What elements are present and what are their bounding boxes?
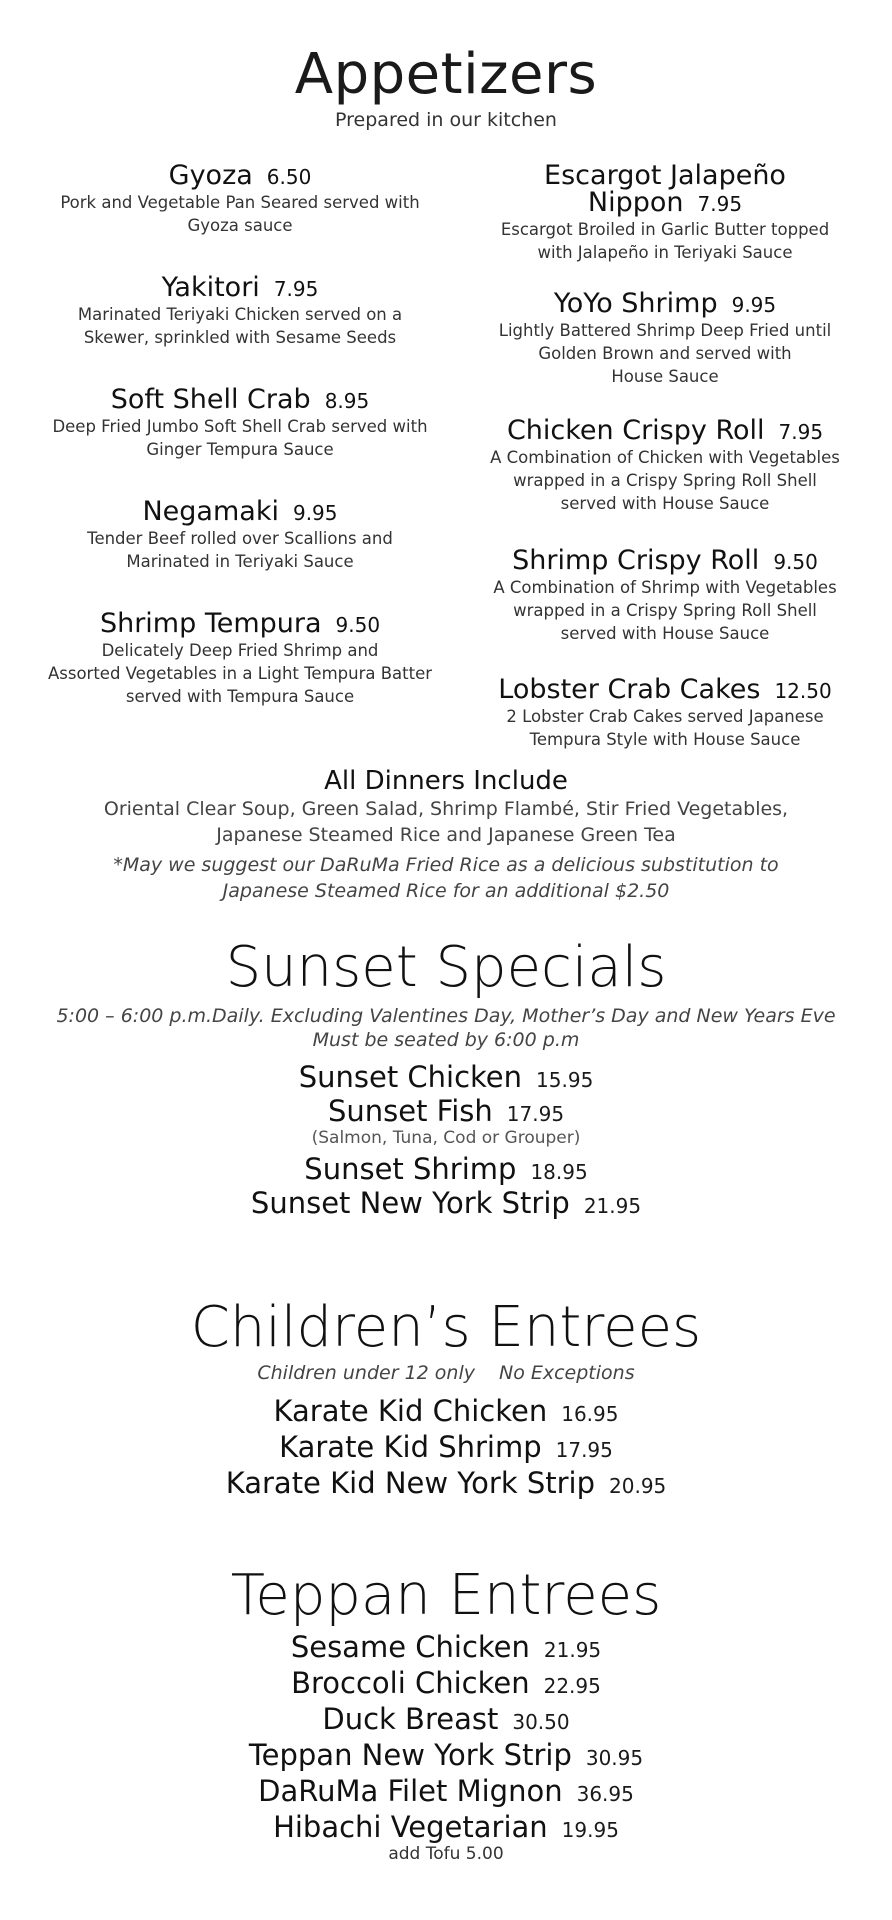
menu-item [40,160,440,237]
item-desc-line: Pork and Vegetable Pan Seared served with [60,193,420,212]
teppan-title: Teppan Entrees [230,1563,662,1628]
item-price: 6.50 [266,165,312,189]
menu-item [465,415,865,515]
item-desc-line: Gyoza sauce [187,216,293,235]
item-name: Broccoli Chicken [291,1666,530,1700]
item-price: 20.95 [609,1474,667,1498]
menu-item [465,674,865,751]
item-desc-line: Tender Beef rolled over Scallions and [87,529,393,548]
item-desc-line: Marinated Teriyaki Chicken served on a [77,305,403,324]
item-price: 7.95 [697,192,743,216]
item-price: 16.95 [561,1402,619,1426]
children-section [0,1295,892,1500]
item-name: Gyoza [168,160,253,191]
appetizers-title: Appetizers [294,42,598,107]
item-desc-line: served with Tempura Sauce [125,687,355,706]
item-price: 7.95 [273,277,319,301]
item-price: 36.95 [576,1782,634,1806]
item-name: Karate Kid Chicken [273,1394,548,1428]
item-desc-line: wrapped in a Crispy Spring Roll Shell [513,601,817,620]
item-price: 21.95 [583,1194,642,1218]
item-desc-line: Escargot Broiled in Garlic Butter topped [500,220,830,239]
item-name: Duck Breast [322,1702,499,1736]
item-price: 15.95 [536,1068,594,1092]
sunset-section [0,935,892,1220]
item-name: Lobster Crab Cakes [498,674,761,705]
children-title: Children’s Entrees [190,1295,702,1360]
item-name: Chicken Crispy Roll [506,415,765,446]
sunset-note: Must be seated by 6:00 p.m [312,1029,580,1051]
item-name: Hibachi Vegetarian [273,1810,548,1844]
item-desc-line: House Sauce [611,367,719,386]
item-name: Sunset Chicken [298,1060,523,1094]
item-name: Yakitori [161,272,260,303]
item-desc-line: Golden Brown and served with [538,344,792,363]
item-desc-line: Marinated in Teriyaki Sauce [126,552,354,571]
item-sub: (Salmon, Tuna, Cod or Grouper) [311,1128,581,1148]
sunset-note: 5:00 – 6:00 p.m.Daily. Excluding Valentines Day, Mother’s Day and New Years Eve [56,1005,836,1027]
teppan-section [0,1563,892,1864]
item-desc-line: A Combination of Chicken with Vegetables [490,448,840,467]
item-price: 9.95 [292,501,338,525]
addon-price: 5.00 [465,1844,504,1864]
item-price: 8.95 [324,389,370,413]
appetizers-section [0,42,892,131]
item-desc-line: Lightly Battered Shrimp Deep Fried until [498,321,832,340]
item-desc-line: A Combination of Shrimp with Vegetables [493,578,837,597]
menu-item [465,288,865,388]
item-price: 30.95 [585,1746,644,1770]
item-price: 9.95 [731,293,777,317]
item-name: Shrimp Tempura [99,608,322,639]
item-desc-line: wrapped in a Crispy Spring Roll Shell [513,471,817,490]
menu-item [40,496,440,573]
item-name: Karate Kid New York Strip [225,1466,596,1500]
item-desc-line: served with House Sauce [560,494,770,513]
item-price: 17.95 [506,1102,565,1126]
item-desc-line: with Jalapeño in Teriyaki Sauce [537,243,793,262]
item-name: Sesame Chicken [290,1630,530,1664]
dinners-line: Oriental Clear Soup, Green Salad, Shrimp Flambé, Stir Fried Vegetables, [103,798,789,820]
item-desc-line: Delicately Deep Fried Shrimp and [101,641,379,660]
item-name: Karate Kid Shrimp [279,1430,542,1464]
menu-item [40,608,440,708]
item-name: DaRuMa Filet Mignon [258,1774,563,1808]
sunset-title: Sunset Specials [225,935,667,1000]
item-price: 19.95 [561,1818,619,1842]
item-name: Negamaki [142,496,279,527]
item-price: 12.50 [774,679,832,703]
children-note [0,1362,892,1384]
dinners-line: Japanese Steamed Rice and Japanese Green Tea [216,824,676,846]
appetizers-subtitle: Prepared in our kitchen [335,109,557,131]
dinners-include-section [0,766,892,904]
item-name: Sunset Shrimp [304,1152,517,1186]
item-desc-line: served with House Sauce [560,624,770,643]
item-price: 22.95 [543,1674,601,1698]
item-name: Sunset New York Strip [250,1186,570,1220]
addon-label: add Tofu [388,1844,461,1864]
item-price: 18.95 [530,1160,588,1184]
item-price: 7.95 [778,420,824,444]
item-name: Soft Shell Crab [110,384,311,415]
item-price: 17.95 [555,1438,613,1462]
children-note-a: Children under 12 only [257,1362,475,1384]
dinners-note: *May we suggest our DaRuMa Fried Rice as a delicious substitution to [113,854,779,876]
item-name-line2: Nippon [587,187,684,218]
item-price: 9.50 [773,550,818,574]
item-name: Escargot Jalapeño [544,160,786,191]
item-desc-line: Assorted Vegetables in a Light Tempura Batter [47,664,433,683]
item-price: 9.50 [335,613,381,637]
children-note-b: No Exceptions [498,1362,635,1384]
item-price: 30.50 [512,1710,570,1734]
menu-item [40,384,440,461]
item-name: YoYo Shrimp [553,288,718,319]
item-name: Sunset Fish [327,1094,493,1128]
menu-item [40,272,440,349]
item-name: Shrimp Crispy Roll [512,545,760,576]
item-desc-line: Ginger Tempura Sauce [146,440,334,459]
item-desc-line: 2 Lobster Crab Cakes served Japanese [506,707,824,726]
addon [0,1844,892,1864]
item-name: Teppan New York Strip [248,1738,572,1772]
dinners-title: All Dinners Include [324,766,568,796]
item-desc-line: Deep Fried Jumbo Soft Shell Crab served with [52,417,428,436]
item-desc-line: Tempura Style with House Sauce [529,730,801,749]
menu-item [465,160,865,264]
item-price: 21.95 [543,1638,602,1662]
menu-item [465,545,865,645]
item-desc-line: Skewer, sprinkled with Sesame Seeds [83,328,397,347]
dinners-note: Japanese Steamed Rice for an additional $2.50 [222,880,670,902]
